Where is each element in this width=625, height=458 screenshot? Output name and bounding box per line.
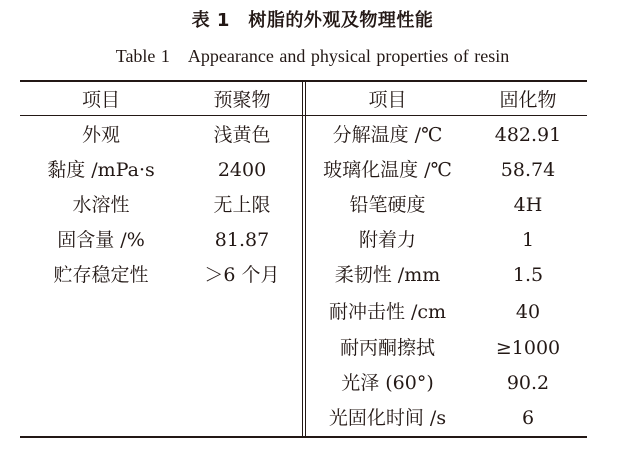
header-item-cured: 项目 <box>368 89 407 111</box>
cured-item-value: 6 <box>521 407 535 429</box>
cured-item-label: 玻璃化温度 /℃ <box>323 159 452 181</box>
cured-item-label: 柔韧性 /mm <box>334 264 441 286</box>
cured-item-label: 附着力 <box>358 229 416 251</box>
header-item-prepolymer: 项目 <box>81 89 120 111</box>
cured-item-value: 1.5 <box>512 264 544 286</box>
prepolymer-item-value: ＞6 个月 <box>204 264 280 286</box>
prepolymer-item-value: 2400 <box>217 159 267 181</box>
prepolymer-item-value: 81.87 <box>214 229 270 251</box>
prepolymer-item-label: 水溶性 <box>72 194 130 216</box>
cured-item-label: 铅笔硬度 <box>349 194 426 216</box>
prepolymer-item-value: 无上限 <box>213 194 271 216</box>
cured-item-value: 482.91 <box>494 124 562 146</box>
prepolymer-item-label: 贮存稳定性 <box>53 264 149 286</box>
cured-item-value: 1 <box>521 229 535 251</box>
cured-item-value: 90.2 <box>506 372 550 394</box>
cured-item-label: 光固化时间 /s <box>328 407 447 429</box>
prepolymer-item-label: 黏度 /mPa·s <box>47 159 155 181</box>
header-cured: 固化物 <box>499 89 557 111</box>
cured-item-label: 分解温度 /℃ <box>332 124 443 146</box>
prepolymer-item-label: 外观 <box>81 124 120 146</box>
table-caption-english: Table 1 Appearance and physical properties of resin <box>115 46 510 66</box>
cured-item-label: 耐丙酮擦拭 <box>339 337 435 359</box>
table-caption-chinese: 表 1 树脂的外观及物理性能 <box>191 10 434 31</box>
cured-item-value: 4H <box>513 194 543 216</box>
cured-item-label: 光泽 (60°) <box>341 372 434 394</box>
cured-item-value: 40 <box>515 301 541 323</box>
header-prepolymer: 预聚物 <box>213 89 271 111</box>
prepolymer-item-value: 浅黄色 <box>213 124 271 146</box>
prepolymer-item-label: 固含量 /% <box>57 229 145 251</box>
table-top-rule <box>20 80 587 82</box>
table-column-divider-left <box>302 81 303 437</box>
cured-item-value: ≥1000 <box>495 337 561 359</box>
table-bottom-rule <box>20 436 587 438</box>
cured-item-label: 耐冲击性 /cm <box>328 301 447 323</box>
cured-item-value: 58.74 <box>500 159 556 181</box>
